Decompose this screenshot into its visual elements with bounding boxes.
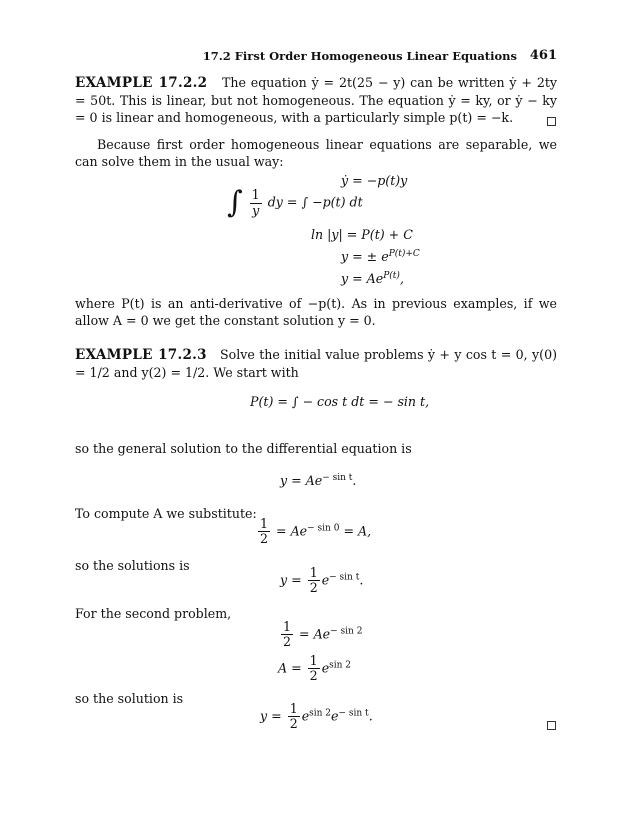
example-text: Solve the initial value problems ẏ + y cos t = 0, y(0) = 1/2 and y(2) = 1/2. We start with <box>75 347 557 381</box>
equation-compute-a: $\frac{1}{2}$ = $Ae^{- sin 0} = A$, <box>260 516 372 547</box>
equation-integral: ∫ $\frac{1}{y}$ dy = ∫ −p(t) dt <box>227 185 363 220</box>
equation-aep: $y = Ae^{P(t)}$, <box>341 271 404 287</box>
equation-exp-c: y = ± $e^{P(t)+C}$ <box>341 249 420 265</box>
paragraph-antiderivative: where P(t) is an anti-derivative of −p(t). As in previous examples, if we allow A = 0 we get the constant solution y = 0. <box>75 296 557 328</box>
fraction-1-over-y: $\frac{1}{y}$ <box>251 187 260 218</box>
text-solution: so the solution is <box>75 691 184 706</box>
fraction-one-half: $\frac{1}{2}$ <box>283 619 292 650</box>
qed-box-icon <box>547 721 556 730</box>
fraction-one-half: $\frac{1}{2}$ <box>309 565 318 596</box>
text-solutions: so the solutions is <box>75 558 190 573</box>
text-second-problem: For the second problem, <box>75 606 232 621</box>
integral-sign-icon: ∫ <box>227 185 243 220</box>
example-17-2-3 <box>75 346 557 381</box>
fraction-one-half: $\frac{1}{2}$ <box>309 653 318 684</box>
text-compute-a: To compute A we substitute: <box>75 506 257 521</box>
example-label: EXAMPLE 17.2.3 <box>75 347 207 363</box>
equation-general: $y = Ae^{- sin t}$. <box>280 473 357 489</box>
text-general-solution: so the general solution to the differential equation is <box>75 441 412 456</box>
fraction-one-half: $\frac{1}{2}$ <box>289 701 298 732</box>
equation-P: P(t) = ∫ − cos t dt = − sin t, <box>250 394 430 409</box>
equation-ydot: ẏ = −p(t)y <box>341 173 408 188</box>
example-label: EXAMPLE 17.2.2 <box>75 75 208 91</box>
equation-second-1: $\frac{1}{2}$ = $Ae^{- sin 2}$ <box>283 619 363 650</box>
section-title: 17.2 First Order Homogeneous Linear Equations <box>202 49 517 63</box>
page-number: 461 <box>529 48 557 63</box>
qed-box-icon <box>547 117 556 126</box>
equation-final: y = $\frac{1}{2}$ $e^{sin 2}e^{- sin t}$. <box>260 701 373 732</box>
equation-second-2: A = $\frac{1}{2}$ $e^{sin 2}$ <box>278 653 352 684</box>
example-17-2-2 <box>75 74 557 126</box>
equation-ln: ln |y| = P(t) + C <box>311 227 413 242</box>
equation-solution-1: y = $\frac{1}{2}$ $e^{- sin t}$. <box>280 565 364 596</box>
example-text: The equation ẏ = 2t(25 − y) can be written ẏ + 2ty = 50t. This is linear, but not homogeneous. The equation ẏ = ky, or ẏ − ky = 0 is linear and homogeneous, with a particularly simple p(t) = −k. <box>75 75 558 126</box>
running-header <box>75 47 557 65</box>
paragraph-separable: Because first order homogeneous linear equations are separable, we can solve them in the usual way: <box>75 137 557 169</box>
fraction-one-half: $\frac{1}{2}$ <box>260 516 269 547</box>
